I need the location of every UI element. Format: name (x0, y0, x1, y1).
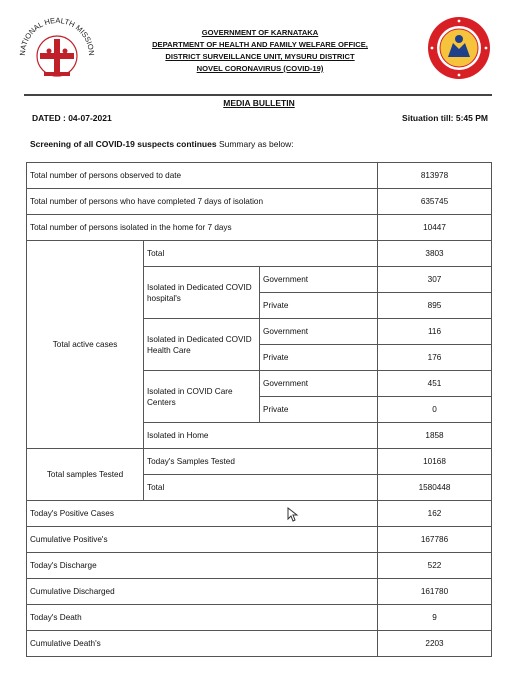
active-cases-label: Total active cases (27, 241, 144, 449)
header-line-4: NOVEL CORONAVIRUS (COVID-19) (196, 64, 324, 73)
samples-total-value: 1580448 (378, 475, 492, 501)
header-line-2: DEPARTMENT OF HEALTH AND FAMILY WELFARE OFFICE, (152, 40, 368, 49)
samples-today-value: 10168 (378, 449, 492, 475)
screening-rest: Summary as below: (216, 139, 294, 149)
positive-cumulative-label: Cumulative Positive's (27, 527, 378, 553)
table-row (27, 579, 492, 605)
discharge-today-label: Today's Discharge (27, 553, 378, 579)
table-row (27, 449, 492, 475)
covid-hospital-gov-label: Government (260, 267, 378, 293)
situation-label: Situation till: 5:45 PM (402, 113, 488, 123)
samples-total-label: Total (144, 475, 378, 501)
table-row (27, 189, 492, 215)
covid-hospital-pvt-label: Private (260, 293, 378, 319)
care-centers-label: Isolated in COVID Care Centers (144, 371, 260, 423)
active-total-value: 3803 (378, 241, 492, 267)
discharge-cumulative-label: Cumulative Discharged (27, 579, 378, 605)
death-cumulative-value: 2203 (378, 631, 492, 657)
health-care-label: Isolated in Dedicated COVID Health Care (144, 319, 260, 371)
active-total-label: Total (144, 241, 378, 267)
bulletin-title: MEDIA BULLETIN (223, 98, 295, 108)
care-centers-pvt-value: 0 (378, 397, 492, 423)
care-centers-gov-value: 451 (378, 371, 492, 397)
care-centers-gov-label: Government (260, 371, 378, 397)
national-health-mission-logo (16, 15, 98, 81)
table-row (27, 631, 492, 657)
header-line-1: GOVERNMENT OF KARNATAKA (201, 28, 319, 37)
observed-label: Total number of persons observed to date (27, 163, 378, 189)
positive-today-value: 162 (378, 501, 492, 527)
health-care-gov-label: Government (260, 319, 378, 345)
completed-value: 635745 (378, 189, 492, 215)
home-value: 1858 (378, 423, 492, 449)
karnataka-seal-logo (426, 15, 492, 81)
table-row (27, 215, 492, 241)
covid-hospital-gov-value: 307 (378, 267, 492, 293)
discharge-cumulative-value: 161780 (378, 579, 492, 605)
completed-label: Total number of persons who have completed 7 days of isolation (27, 189, 378, 215)
home-isolated-value: 10447 (378, 215, 492, 241)
table-row (27, 501, 492, 527)
death-cumulative-label: Cumulative Death's (27, 631, 378, 657)
health-care-gov-value: 116 (378, 319, 492, 345)
home-isolated-label: Total number of persons isolated in the home for 7 days (27, 215, 378, 241)
positive-cumulative-value: 167786 (378, 527, 492, 553)
covid-hospital-label: Isolated in Dedicated COVID hospital's (144, 267, 260, 319)
dated-label: DATED : 04-07-2021 (32, 113, 112, 123)
care-centers-pvt-label: Private (260, 397, 378, 423)
samples-today-label: Today's Samples Tested (144, 449, 378, 475)
letterhead (110, 27, 410, 75)
positive-today-label: Today's Positive Cases (27, 501, 378, 527)
death-today-value: 9 (378, 605, 492, 631)
table-row (27, 605, 492, 631)
discharge-today-value: 522 (378, 553, 492, 579)
health-care-pvt-value: 176 (378, 345, 492, 371)
health-care-pvt-label: Private (260, 345, 378, 371)
header-line-3: DISTRICT SURVEILLANCE UNIT, MYSURU DISTRICT (165, 52, 355, 61)
mouse-pointer-icon (287, 507, 299, 523)
screening-line (30, 139, 294, 149)
table-row (27, 241, 492, 267)
samples-label: Total samples Tested (27, 449, 144, 501)
covid-summary-table (26, 162, 492, 657)
header-divider (24, 94, 492, 96)
covid-hospital-pvt-value: 895 (378, 293, 492, 319)
observed-value: 813978 (378, 163, 492, 189)
svg-text:NATIONAL HEALTH MISSION: NATIONAL HEALTH MISSION (17, 15, 97, 56)
screening-bold: Screening of all COVID-19 suspects continues (30, 139, 217, 149)
table-row (27, 527, 492, 553)
home-label: Isolated in Home (144, 423, 378, 449)
table-row (27, 163, 492, 189)
death-today-label: Today's Death (27, 605, 378, 631)
table-row (27, 553, 492, 579)
